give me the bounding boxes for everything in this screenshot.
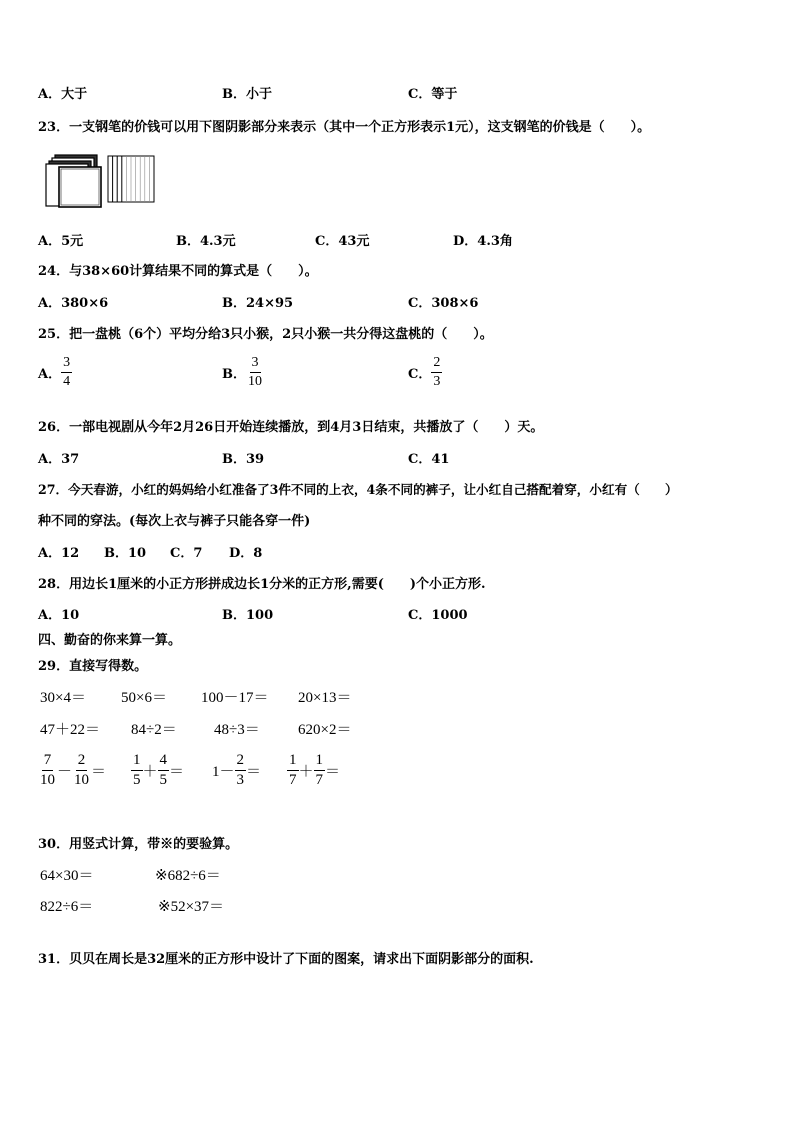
q22-option-b: B．小于: [222, 87, 272, 102]
q27-option-c: C．7: [170, 546, 203, 561]
q27-option-a: A．12: [38, 546, 80, 561]
q30-r1-c2: ※682÷6＝: [155, 868, 221, 884]
fraction: [72, 753, 91, 788]
denominator: 5: [133, 772, 141, 788]
q25-option-a-label: A．: [38, 367, 62, 382]
numerator: 4: [158, 753, 170, 771]
q29-r3-c2: [131, 753, 184, 788]
q30-text: 30．用竖式计算，带※的要验算。: [38, 837, 239, 852]
q29-r1-c3: 100－17＝: [201, 690, 269, 706]
q24-option-c: C．308×6: [408, 296, 479, 311]
q29-r3-c4: [287, 753, 340, 788]
q27-option-b: B．10: [104, 546, 147, 561]
section-title: 四、勤奋的你来算一算。: [38, 633, 182, 648]
q27-text-line1: 27．今天春游，小红的妈妈给小红准备了3件不同的上衣，4条不同的裤子，让小红自己搭配着穿，小红有（ ）: [38, 482, 678, 497]
q29-r2-c3: 48÷3＝: [214, 722, 260, 738]
fraction: [235, 753, 247, 788]
denominator: 3: [433, 374, 441, 389]
q23-option-b: B．4.3元: [176, 234, 236, 249]
whole-minus: 1－: [212, 764, 235, 780]
equals-sign: ＝: [246, 764, 262, 780]
q23-figure: [44, 154, 160, 210]
q28-option-b: B．100: [222, 608, 274, 623]
equals-sign: ＝: [91, 764, 107, 780]
q29-r2-c1: 47＋22＝: [40, 722, 101, 738]
fraction: [61, 356, 72, 389]
q25-option-a: [38, 356, 72, 389]
denominator: 7: [289, 772, 297, 788]
denominator: 3: [236, 772, 245, 788]
q23-option-a: A．5元: [38, 234, 84, 249]
numerator: 1: [287, 753, 299, 771]
numerator: 2: [431, 356, 442, 373]
equals-sign: ＝: [169, 764, 185, 780]
q25-option-c-label: C．: [408, 367, 432, 382]
q26-option-b: B．39: [222, 452, 265, 467]
fraction: [131, 753, 143, 788]
q28-option-a: A．10: [38, 608, 80, 623]
q22-option-c: C．等于: [408, 87, 458, 102]
q23-text: 23．一支钢笔的价钱可以用下图阴影部分来表示（其中一个正方形表示1元），这支钢笔的价钱是（ ）。: [38, 120, 651, 135]
fraction: [158, 753, 170, 788]
numerator: 1: [314, 753, 326, 771]
q25-text: 25．把一盘桃（6个）平均分给3只小猴，2只小猴一共分得这盘桃的（ ）。: [38, 327, 493, 342]
numerator: 7: [42, 753, 54, 771]
ten-strip-column: [108, 156, 154, 202]
stacked-squares: [46, 155, 101, 207]
numerator: 1: [131, 753, 143, 771]
q28-option-c: C．1000: [408, 608, 468, 623]
q29-r3-c3: [212, 753, 261, 788]
q30-r2-c1: 822÷6＝: [40, 899, 94, 915]
operator: ＋: [142, 764, 158, 780]
q28-text: 28．用边长1厘米的小正方形拼成边长1分米的正方形,需要( )个小正方形.: [38, 577, 486, 592]
denominator: 7: [315, 772, 324, 788]
q29-text: 29．直接写得数。: [38, 659, 148, 674]
denominator: 10: [40, 772, 55, 788]
q23-option-d: D．4.3角: [453, 234, 513, 249]
numerator: 2: [235, 753, 247, 771]
q27-option-d: D．8: [229, 546, 263, 561]
fraction: [38, 753, 57, 788]
denominator: 4: [63, 374, 71, 389]
q31-text: 31．贝贝在周长是32厘米的正方形中设计了下面的图案，请求出下面阴影部分的面积.: [38, 952, 534, 967]
q22-option-a: A．大于: [38, 87, 88, 102]
operator: ＋: [298, 764, 314, 780]
denominator: 5: [159, 772, 168, 788]
q24-text: 24．与38×60计算结果不同的算式是（ ）。: [38, 264, 318, 279]
q29-r1-c1: 30×4＝: [40, 690, 86, 706]
fraction: [314, 753, 326, 788]
q29-r2-c4: 620×2＝: [298, 722, 352, 738]
numerator: 3: [61, 356, 72, 373]
denominator: 10: [248, 374, 262, 389]
q29-r1-c4: 20×13＝: [298, 690, 352, 706]
numerator: 2: [76, 753, 88, 771]
fraction: [431, 356, 442, 389]
q26-option-a: A．37: [38, 452, 80, 467]
q26-option-c: C．41: [408, 452, 450, 467]
q29-r1-c2: 50×6＝: [121, 690, 167, 706]
fraction: [246, 356, 264, 389]
q30-r1-c1: 64×30＝: [40, 868, 94, 884]
fraction: [287, 753, 299, 788]
equals-sign: ＝: [325, 764, 341, 780]
q27-text-line2: 种不同的穿法。(每次上衣与裤子只能各穿一件): [38, 514, 311, 529]
q26-text: 26．一部电视剧从今年2月26日开始连续播放，到4月3日结束，共播放了（ ）天。: [38, 420, 544, 435]
q24-option-a: A．380×6: [38, 296, 109, 311]
q24-option-b: B．24×95: [222, 296, 294, 311]
q30-r2-c2: ※52×37＝: [158, 899, 225, 915]
q25-option-c: [408, 356, 442, 389]
q29-r3-c1: [38, 753, 106, 788]
q29-r2-c2: 84÷2＝: [131, 722, 177, 738]
q25-option-b-label: B．: [222, 367, 246, 382]
q23-option-c: C．43元: [315, 234, 370, 249]
operator: －: [57, 764, 73, 780]
denominator: 10: [74, 772, 90, 788]
q25-option-b: [222, 356, 264, 389]
numerator: 3: [250, 356, 261, 373]
